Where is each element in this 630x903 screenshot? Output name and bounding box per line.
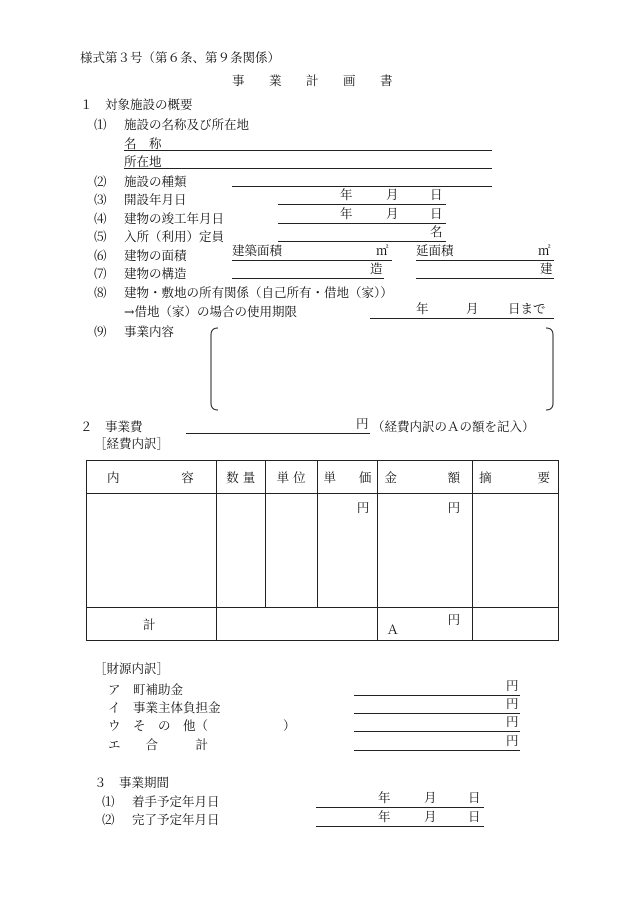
header-unit-price: 単 価 bbox=[317, 461, 378, 494]
item-8-label: 建物・敷地の所有関係（自己所有・借地（家）） bbox=[124, 285, 393, 300]
header-unit: 単 位 bbox=[265, 461, 317, 494]
item-6-number: ⑹ bbox=[94, 248, 107, 263]
month-unit: 月 bbox=[386, 187, 399, 202]
year-unit: 年 bbox=[378, 790, 391, 805]
item-3-label: 開設年月日 bbox=[124, 192, 187, 207]
completion-date-field[interactable] bbox=[278, 207, 446, 224]
start-number: ⑴ bbox=[102, 794, 115, 809]
building-area-field[interactable] bbox=[232, 244, 392, 261]
end-date-field[interactable] bbox=[316, 810, 484, 827]
day-unit: 日 bbox=[468, 809, 481, 824]
month-unit: 月 bbox=[424, 809, 437, 824]
item-4-label: 建物の竣工年月日 bbox=[124, 211, 225, 226]
structure-unit: 造 bbox=[370, 261, 383, 276]
lease-term-label: →借地（家）の場合の使用期限 bbox=[124, 304, 297, 319]
month-unit: 月 bbox=[424, 790, 437, 805]
item-1-label: 施設の名称及び所在地 bbox=[124, 117, 250, 132]
day-until-unit: 日まで bbox=[508, 301, 546, 316]
content-cell[interactable] bbox=[87, 494, 217, 608]
item-6-label: 建物の面積 bbox=[124, 248, 187, 263]
item-2-label: 施設の種類 bbox=[124, 174, 187, 189]
table-header-row bbox=[87, 461, 559, 494]
end-number: ⑵ bbox=[102, 812, 115, 827]
capacity-unit: 名 bbox=[430, 224, 443, 239]
section-2-heading: ２ 事業費 bbox=[80, 419, 143, 434]
facility-address-field[interactable] bbox=[124, 168, 492, 169]
operator-share-field[interactable] bbox=[354, 697, 520, 714]
table-row bbox=[87, 494, 559, 608]
item-9-label: 事業内容 bbox=[124, 324, 175, 339]
item-4-number: ⑷ bbox=[94, 211, 107, 226]
item-2-number: ⑵ bbox=[94, 174, 107, 189]
right-bracket bbox=[546, 328, 553, 410]
total-blank-cell bbox=[216, 608, 378, 641]
funding-row-label: ア 町補助金 bbox=[108, 682, 184, 697]
sqm-unit: ㎡ bbox=[376, 243, 389, 258]
day-unit: 日 bbox=[430, 206, 443, 221]
item-5-label: 入所（利用）定員 bbox=[124, 229, 225, 244]
year-unit: 年 bbox=[416, 301, 429, 316]
month-unit: 月 bbox=[386, 206, 399, 221]
form-id: 様式第３号（第６条、第９条関係） bbox=[80, 50, 281, 65]
facility-address-label: 所在地 bbox=[124, 154, 162, 169]
total-memo-cell[interactable] bbox=[473, 608, 559, 641]
funding-row-label: ウ そ の 他（ ） bbox=[108, 718, 296, 733]
section-1-heading: １ 対象施設の概要 bbox=[80, 97, 193, 112]
yen-unit: 円 bbox=[356, 500, 370, 515]
year-unit: 年 bbox=[340, 187, 353, 202]
yen-unit: 円 bbox=[506, 696, 519, 711]
item-8-number: ⑻ bbox=[94, 285, 107, 300]
document-title: 事 業 計 画 書 bbox=[232, 73, 399, 88]
yen-unit: 円 bbox=[506, 678, 519, 693]
item-7-number: ⑺ bbox=[94, 266, 107, 281]
memo-cell[interactable] bbox=[473, 494, 559, 608]
cost-breakdown-heading: ［経費内訳］ bbox=[94, 436, 170, 451]
header-memo: 摘 要 bbox=[473, 461, 559, 494]
total-floor-area-field[interactable] bbox=[416, 244, 554, 261]
yen-unit: 円 bbox=[506, 733, 519, 748]
funding-total-field[interactable] bbox=[354, 734, 520, 751]
facility-type-field[interactable] bbox=[232, 186, 492, 187]
total-mark-a: Ａ bbox=[386, 622, 399, 637]
item-1-number: ⑴ bbox=[94, 117, 107, 132]
yen-unit: 円 bbox=[356, 416, 369, 431]
total-label: 計 bbox=[87, 608, 217, 641]
building-area-label: 建築面積 bbox=[232, 243, 283, 258]
unit-price-cell[interactable] bbox=[317, 494, 378, 608]
business-content-field[interactable] bbox=[208, 326, 556, 412]
year-unit: 年 bbox=[340, 206, 353, 221]
facility-name-label: 名 称 bbox=[124, 136, 162, 151]
lease-term-field[interactable] bbox=[370, 302, 554, 319]
day-unit: 日 bbox=[468, 790, 481, 805]
yen-unit: 円 bbox=[506, 714, 519, 729]
floors-field[interactable] bbox=[416, 262, 554, 279]
year-unit: 年 bbox=[378, 809, 391, 824]
start-date-label: 着手予定年月日 bbox=[132, 794, 220, 809]
month-unit: 月 bbox=[466, 301, 479, 316]
amount-cell[interactable] bbox=[378, 494, 473, 608]
other-funding-field[interactable] bbox=[354, 715, 520, 732]
yen-unit: 円 bbox=[447, 500, 461, 515]
opening-date-field[interactable] bbox=[278, 188, 446, 205]
structure-field[interactable] bbox=[232, 262, 384, 279]
total-floor-area-label: 延面積 bbox=[416, 243, 454, 258]
capacity-field[interactable] bbox=[278, 225, 446, 242]
table-total-row bbox=[87, 608, 559, 641]
day-unit: 日 bbox=[430, 187, 443, 202]
item-7-label: 建物の構造 bbox=[124, 266, 187, 281]
town-subsidy-field[interactable] bbox=[354, 679, 520, 696]
floors-unit: 建 bbox=[540, 261, 553, 276]
start-date-field[interactable] bbox=[316, 791, 484, 808]
funding-row-label: エ 合 計 bbox=[108, 737, 209, 752]
yen-unit: 円 bbox=[447, 612, 461, 627]
total-amount-cell[interactable] bbox=[378, 608, 473, 641]
facility-name-field[interactable] bbox=[124, 150, 492, 151]
unit-cell[interactable] bbox=[265, 494, 317, 608]
quantity-cell[interactable] bbox=[216, 494, 265, 608]
funding-row-label: イ 事業主体負担金 bbox=[108, 700, 221, 715]
sqm-unit: ㎡ bbox=[538, 243, 551, 258]
header-content: 内 容 bbox=[87, 461, 217, 494]
end-date-label: 完了予定年月日 bbox=[132, 812, 220, 827]
funding-heading: ［財源内訳］ bbox=[94, 661, 170, 676]
project-cost-field[interactable] bbox=[186, 417, 370, 434]
header-quantity: 数 量 bbox=[216, 461, 265, 494]
item-5-number: ⑸ bbox=[94, 229, 107, 244]
left-bracket bbox=[211, 328, 218, 410]
header-amount: 金 額 bbox=[378, 461, 473, 494]
item-9-number: ⑼ bbox=[94, 324, 107, 339]
cost-breakdown-table bbox=[86, 460, 559, 641]
section-3-heading: ３ 事業期間 bbox=[94, 775, 170, 790]
project-cost-note: （経費内訳のＡの額を記入） bbox=[372, 419, 535, 434]
item-3-number: ⑶ bbox=[94, 192, 107, 207]
